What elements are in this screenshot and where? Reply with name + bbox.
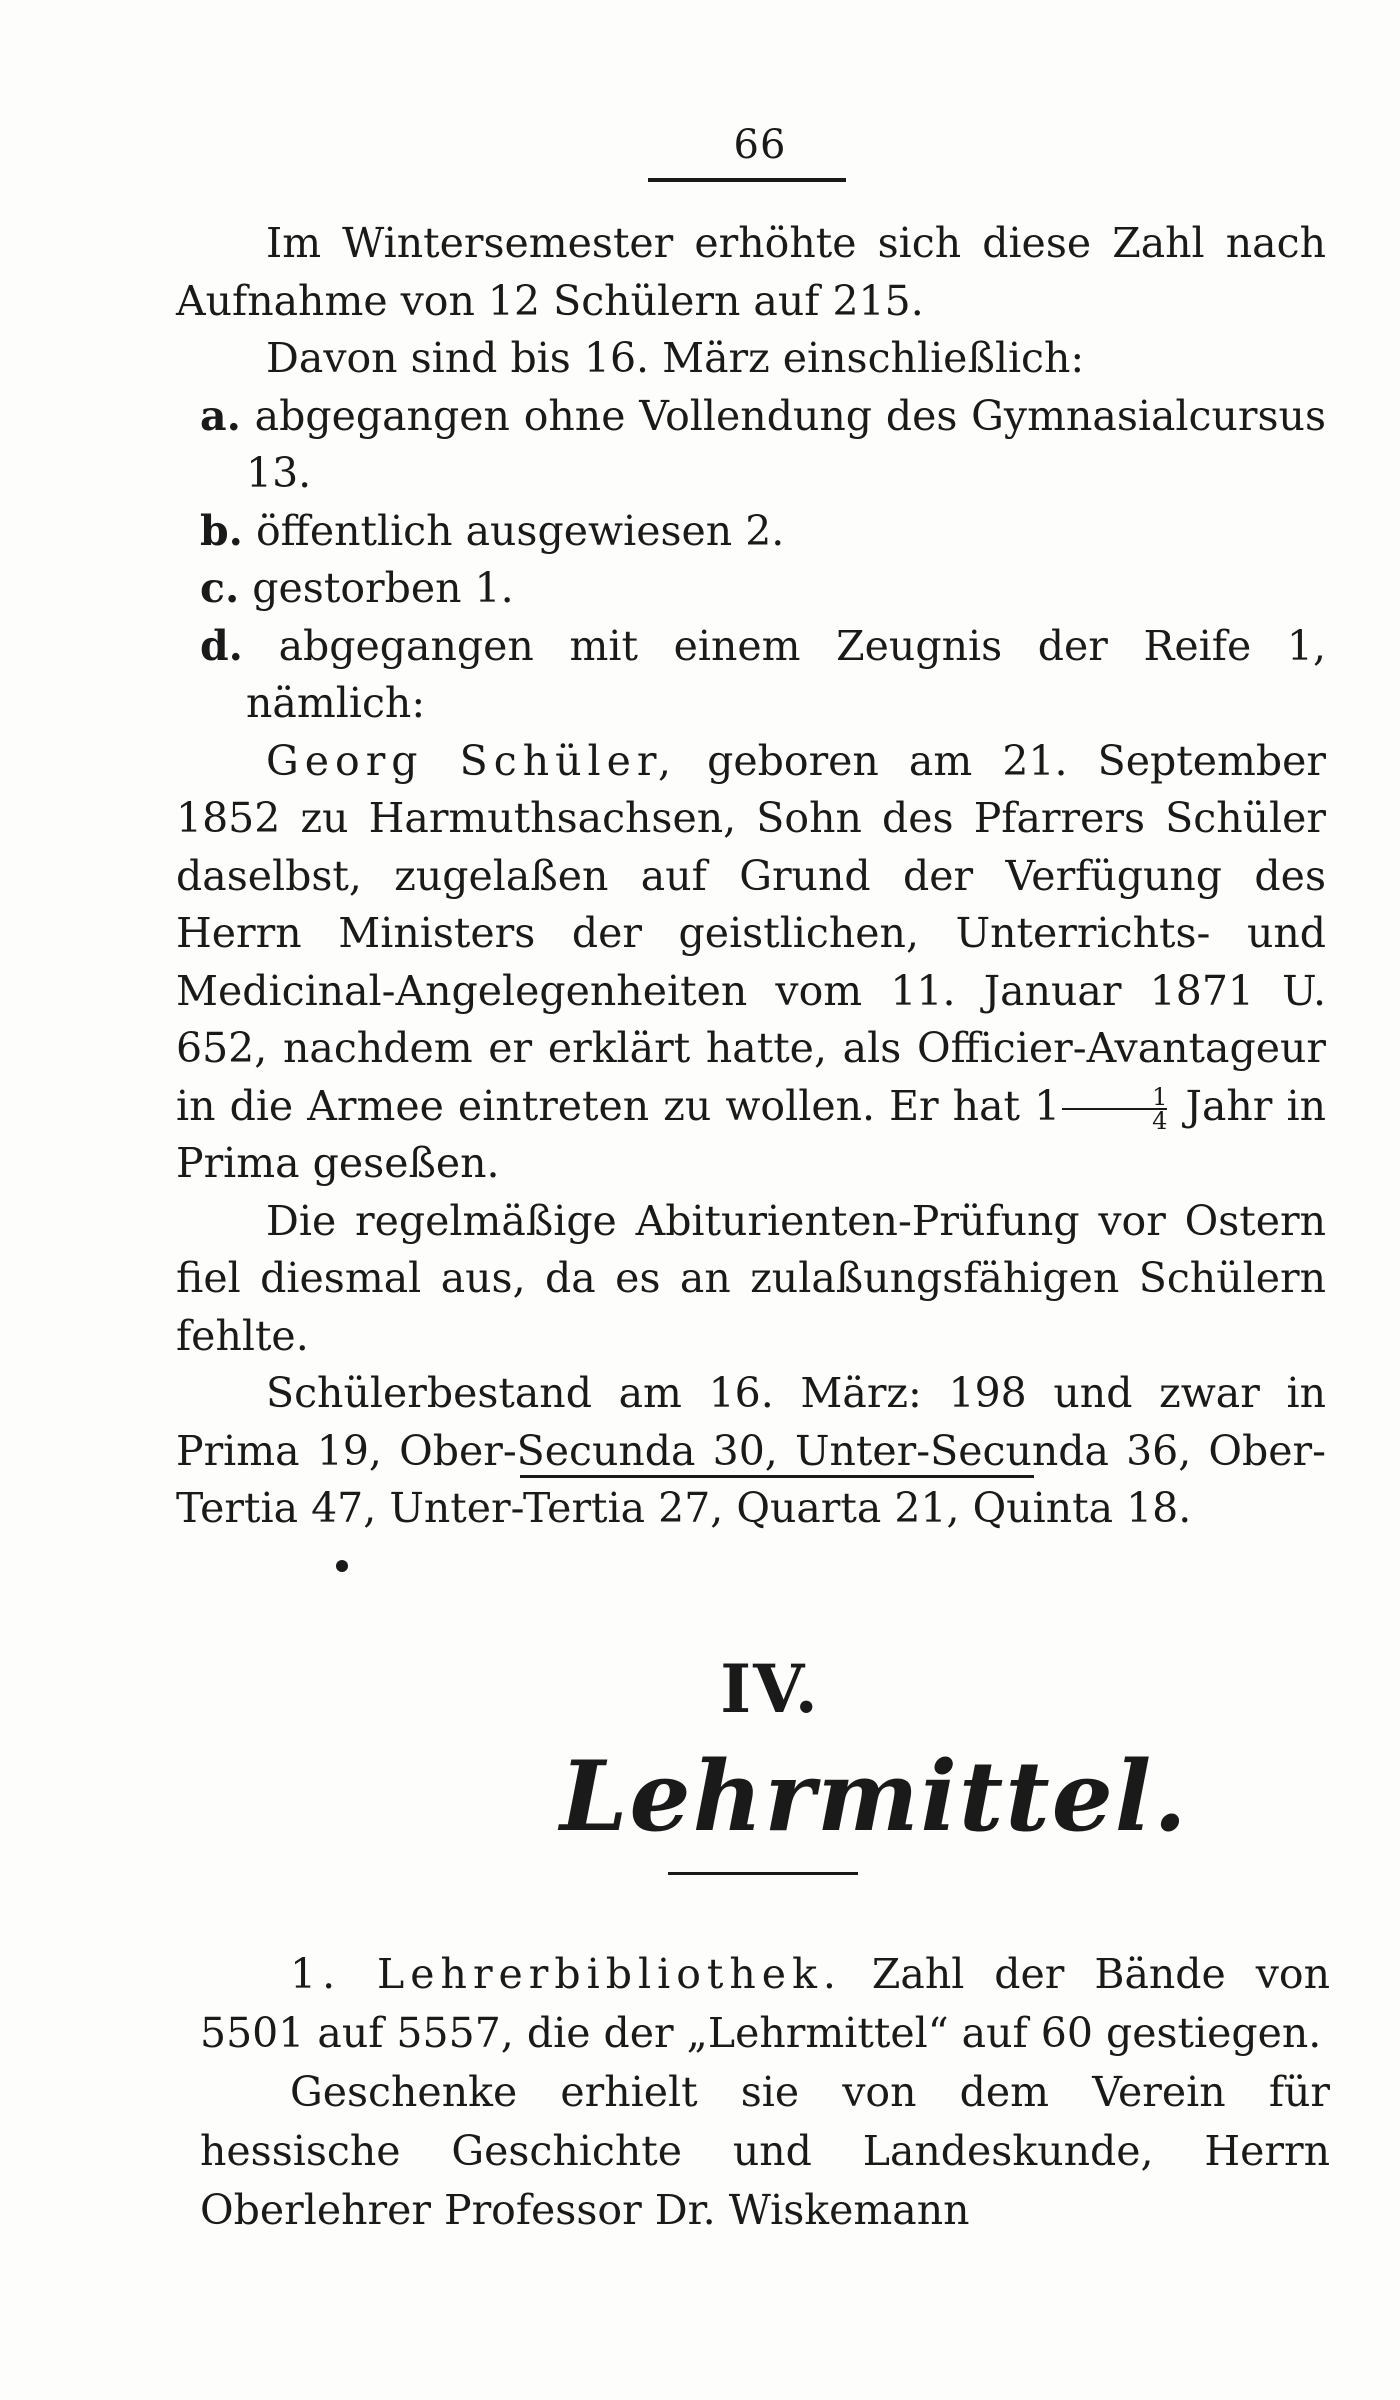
item-text: Zahl der Bände von 5501 auf 5557, die der „Lehrmittel“ auf 60 gestiegen. xyxy=(200,1950,1330,2057)
list-item-b xyxy=(176,503,1326,561)
lower-text xyxy=(200,1945,1330,2240)
georg-text-part-1: geboren am 21. September 1852 zu Harmuthsachsen, Sohn des Pfarrers Schüler daselbst, zugelaßen auf Grund der Verfügung des Herrn Ministers der geistlichen, Unterrichts- und Medicinal-Angelegenheiten vom 11. Januar 1871 U. 652, nachdem er erklärt hatte, als Officier-Avantageur in die Armee eintreten zu wollen. Er hat xyxy=(176,736,1326,1130)
list-text-c: gestorben 1. xyxy=(252,564,514,612)
body-text xyxy=(176,215,1326,1538)
header-rule xyxy=(648,178,846,182)
georg-text-part-2: Jahr in Prima geseßen. xyxy=(176,1081,1326,1187)
paragraph-schuelerbestand: Schülerbestand am 16. März: 198 und zwar in Prima 19, Ober-Secunda 30, Unter-Secunda 36, Ober-Tertia 47, Unter-Tertia 27, Quarta 21, Quinta 18. xyxy=(176,1369,1326,1532)
paragraph-lehrerbibliothek xyxy=(200,1945,1330,2063)
title-rule xyxy=(668,1872,858,1875)
paragraph-georg-schueler xyxy=(176,733,1326,1193)
fraction-whole: 1 xyxy=(1034,1081,1061,1130)
list-letter-b: b. xyxy=(200,506,243,555)
section-title: Lehrmittel. xyxy=(560,1740,1189,1853)
section-numeral: IV. xyxy=(720,1650,820,1728)
list-item-a xyxy=(176,388,1326,503)
paragraph-davon: Davon sind bis 16. März einschließlich: xyxy=(266,334,1085,382)
list-letter-a: a. xyxy=(200,391,241,440)
fraction-numerator: 1 xyxy=(1062,1086,1167,1110)
print-dot xyxy=(336,1560,348,1572)
paragraph-winter-semester: Im Wintersemester erhöhte sich diese Zahl nach Aufnahme von 12 Schülern auf 215. xyxy=(176,219,1326,325)
item-heading: 1. Lehrerbibliothek. xyxy=(290,1950,842,1998)
section-divider-rule xyxy=(520,1475,1034,1478)
list-letter-d: d. xyxy=(200,621,243,670)
list-text-d: abgegangen mit einem Zeugnis der Reife 1, nämlich: xyxy=(246,621,1326,727)
fraction xyxy=(1062,1083,1168,1135)
list-item-c xyxy=(176,560,1326,618)
list-letter-c: c. xyxy=(200,564,240,612)
page-number: 66 xyxy=(733,122,787,168)
list-text-b: öffentlich ausgewiesen 2. xyxy=(256,506,785,555)
person-name: Georg Schüler, xyxy=(266,736,678,785)
paragraph-geschenke: Geschenke erhielt sie von dem Verein für hessische Geschichte und Landeskunde, Herrn Oberlehrer Professor Dr. Wiskemann xyxy=(200,2068,1330,2234)
list-item-d xyxy=(176,618,1326,733)
fraction-denominator: 4 xyxy=(1152,1107,1168,1135)
list-text-a: abgegangen ohne Vollendung des Gymnasialcursus 13. xyxy=(246,391,1326,497)
paragraph-abiturienten: Die regelmäßige Abiturienten-Prüfung vor Ostern fiel diesmal aus, da es an zulaßungsfähigen Schülern fehlte. xyxy=(176,1196,1326,1360)
